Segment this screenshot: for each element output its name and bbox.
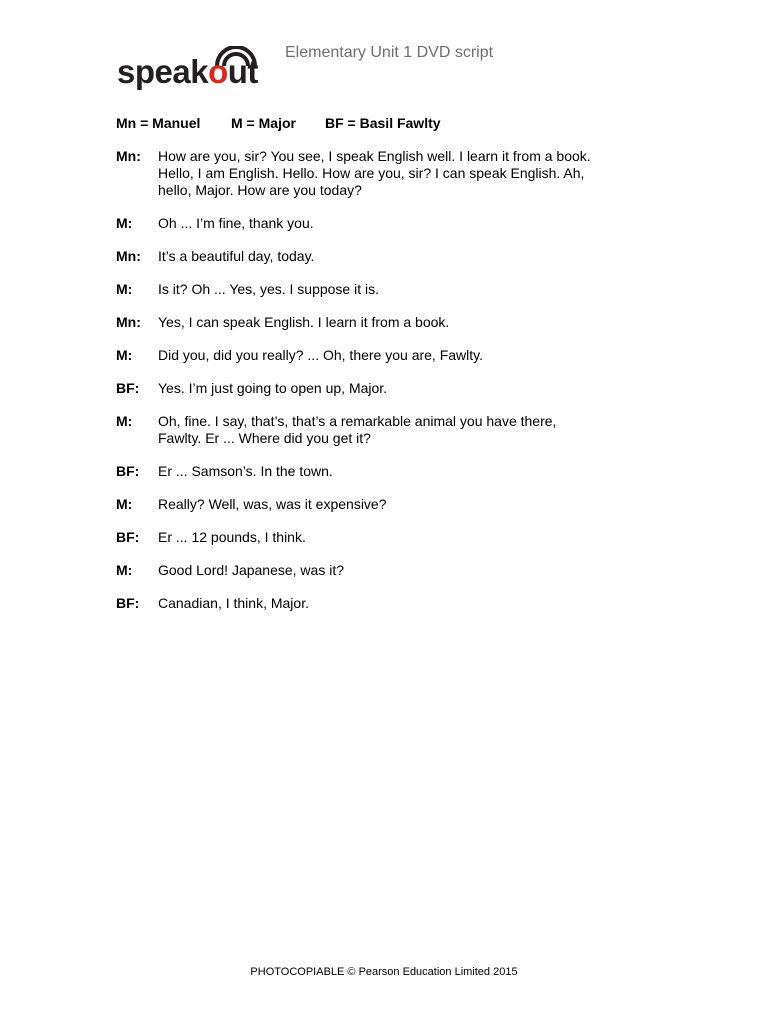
utterance: Oh, fine. I say, that’s, that’s a remarkable animal you have there, Fawlty. Er ... Where did you get it? (158, 413, 557, 446)
utterance: Oh ... I’m fine, thank you. (158, 215, 314, 231)
dialogue-line (116, 148, 656, 199)
speaker: BF: (116, 529, 140, 545)
utterance: Really? Well, was, was it expensive? (158, 496, 387, 512)
speaker: Mn: (116, 314, 141, 330)
utterance: How are you, sir? You see, I speak English well. I learn it from a book. Hello, I am English. Hello. How are you, sir? I can speak English. Ah, hello, Major. How are you today? (158, 148, 591, 198)
dialogue-line (116, 529, 656, 546)
speaker: M: (116, 413, 133, 429)
speaker: BF: (116, 380, 140, 396)
dialogue-line (116, 496, 656, 513)
utterance: Yes, I can speak English. I learn it from a book. (158, 314, 450, 330)
utterance: Good Lord! Japanese, was it? (158, 562, 345, 578)
utterance: Er ... 12 pounds, I think. (158, 529, 306, 545)
document-title: Elementary Unit 1 DVD script (285, 44, 494, 61)
speaker: M: (116, 215, 133, 231)
dialogue-line (116, 413, 656, 447)
utterance: It’s a beautiful day, today. (158, 248, 315, 264)
utterance: Yes. I’m just going to open up, Major. (158, 380, 388, 396)
speaker: Mn: (116, 148, 141, 164)
dialogue-line (116, 314, 656, 331)
dialogue-line (116, 347, 656, 364)
legend-manuel: Mn = Manuel (116, 115, 201, 131)
speaker: M: (116, 496, 133, 512)
dialogue-line (116, 463, 656, 480)
dialogue-line (116, 215, 656, 232)
dialogue-script (116, 148, 656, 628)
speaker: M: (116, 347, 133, 363)
speaker: BF: (116, 463, 140, 479)
speaker-legend (116, 114, 441, 132)
dialogue-line (116, 248, 656, 265)
dialogue-line (116, 595, 656, 612)
speaker: Mn: (116, 248, 141, 264)
dialogue-line (116, 562, 656, 579)
utterance: Is it? Oh ... Yes, yes. I suppose it is. (158, 281, 379, 297)
legend-major: M = Major (231, 115, 296, 131)
dialogue-line (116, 281, 656, 298)
speaker: BF: (116, 595, 140, 611)
dialogue-line (116, 380, 656, 397)
legend-basil-fawlty: BF = Basil Fawlty (325, 115, 441, 131)
utterance: Canadian, I think, Major. (158, 595, 309, 611)
speaker: M: (116, 562, 133, 578)
logo-wordmark: speakout (117, 53, 258, 90)
utterance: Er ... Samson’s. In the town. (158, 463, 333, 479)
speakout-logo (117, 46, 277, 96)
utterance: Did you, did you really? ... Oh, there you are, Fawlty. (158, 347, 484, 363)
speaker: M: (116, 281, 133, 297)
copyright-footer: PHOTOCOPIABLE © Pearson Education Limited 2015 (250, 966, 518, 978)
